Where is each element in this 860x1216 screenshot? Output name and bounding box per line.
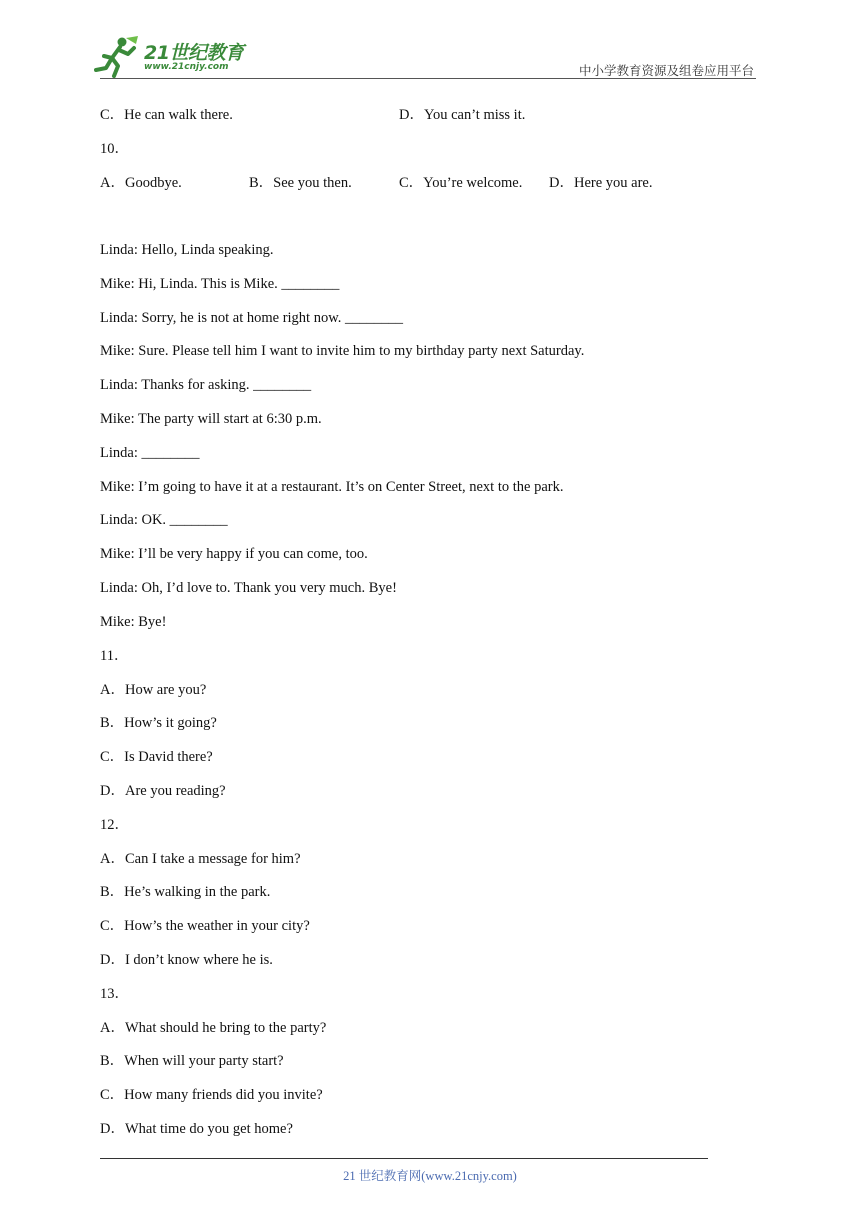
footer-divider xyxy=(100,1158,708,1159)
dialogue-line: Linda: Hello, Linda speaking. xyxy=(100,242,274,258)
dialogue-line: Linda: ________ xyxy=(100,445,200,461)
dialogue-line: Linda: Sorry, he is not at home right now. ________ xyxy=(100,310,403,326)
header-divider xyxy=(100,78,756,79)
logo-url: www.21cnjy.com xyxy=(144,62,229,72)
logo-title: 21世纪教育 xyxy=(144,42,244,64)
q11-option-d: D．Are you reading? xyxy=(100,783,226,799)
footer-site-link[interactable]: 21 世纪教育网(www.21cnjy.com) xyxy=(343,1169,517,1183)
q10-option-b: B．See you then. xyxy=(249,175,352,191)
dialogue-line: Mike: I’m going to have it at a restaurant. It’s on Center Street, next to the park. xyxy=(100,479,564,495)
q9-option-c: C．He can walk there. xyxy=(100,107,233,123)
site-logo xyxy=(92,34,262,78)
q10-option-a: A．Goodbye. xyxy=(100,175,182,191)
q9-option-d: D．You can’t miss it. xyxy=(399,107,526,123)
q12-option-d: D．I don’t know where he is. xyxy=(100,952,273,968)
q12-option-b: B．He’s walking in the park. xyxy=(100,884,271,900)
dialogue-line: Mike: The party will start at 6:30 p.m. xyxy=(100,411,322,427)
q13-option-a: A．What should he bring to the party? xyxy=(100,1020,327,1036)
q10-option-c: C．You’re welcome. xyxy=(399,175,523,191)
q11-option-c: C．Is David there? xyxy=(100,749,213,765)
dialogue-line: Mike: Hi, Linda. This is Mike. ________ xyxy=(100,276,340,292)
page-header xyxy=(0,0,860,80)
dialogue-line: Mike: Bye! xyxy=(100,614,167,630)
dialogue-line: Linda: OK. ________ xyxy=(100,512,228,528)
dialogue-line: Linda: Oh, I’d love to. Thank you very much. Bye! xyxy=(100,580,397,596)
q11-option-a: A．How are you? xyxy=(100,682,207,698)
q12-option-c: C．How’s the weather in your city? xyxy=(100,918,310,934)
q10-number: 10． xyxy=(100,141,129,157)
dialogue-line: Mike: Sure. Please tell him I want to invite him to my birthday party next Saturday. xyxy=(100,343,585,359)
q12-number: 12． xyxy=(100,817,129,833)
q11-option-b: B．How’s it going? xyxy=(100,715,217,731)
platform-name: 中小学教育资源及组卷应用平台 xyxy=(578,63,754,78)
q13-option-c: C．How many friends did you invite? xyxy=(100,1087,323,1103)
q10-option-d: D．Here you are. xyxy=(549,175,653,191)
dialogue-line: Mike: I’ll be very happy if you can come, too. xyxy=(100,546,368,562)
q12-option-a: A．Can I take a message for him? xyxy=(100,851,301,867)
dialogue-line: Linda: Thanks for asking. ________ xyxy=(100,377,312,393)
q13-option-b: B．When will your party start? xyxy=(100,1053,284,1069)
runner-logo-icon xyxy=(92,34,142,78)
q13-option-d: D．What time do you get home? xyxy=(100,1121,293,1137)
q11-number: 11． xyxy=(100,648,129,664)
q13-number: 13． xyxy=(100,986,129,1002)
